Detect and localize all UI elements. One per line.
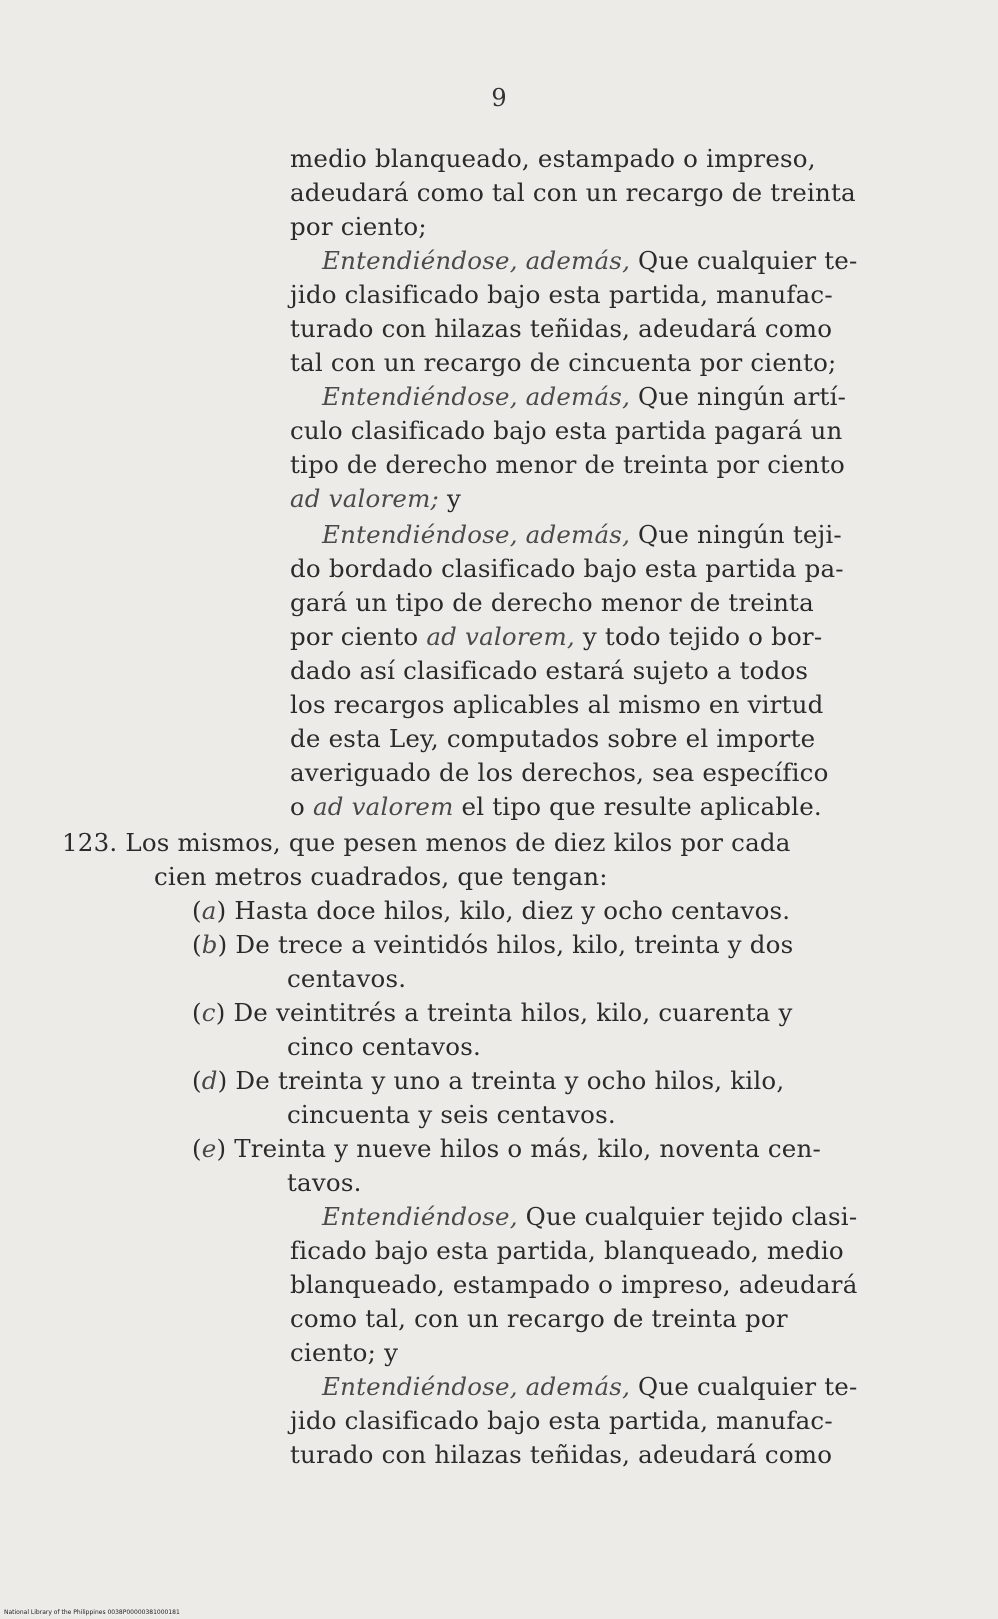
subitem-e: (e) Treinta y nueve hilos o más, kilo, noventa cen- (192, 1134, 821, 1163)
text-line: culo clasificado bajo esta partida pagará un (290, 416, 843, 445)
text-line: Entendiéndose, Que cualquier tejido clasi- (322, 1202, 858, 1231)
italic-phrase: ad valorem (312, 792, 454, 821)
text-line: jido clasificado bajo esta partida, manufac- (290, 280, 833, 309)
item-number: 123. (62, 828, 118, 857)
text-line: como tal, con un recargo de treinta por (290, 1304, 788, 1333)
text-line: ad valorem; y (290, 484, 462, 513)
italic-phrase: Entendiéndose, (322, 1202, 518, 1231)
subitem-b: (b) De trece a veintidós hilos, kilo, treinta y dos (192, 930, 794, 959)
text-line: por ciento ad valorem, y todo tejido o bor- (290, 622, 823, 651)
item-123-second-line: cien metros cuadrados, que tengan: (154, 862, 608, 891)
subitem-d-continuation: cincuenta y seis centavos. (287, 1100, 616, 1129)
item-123-first-line: 123. Los mismos, que pesen menos de diez kilos por cada (62, 828, 791, 857)
text-line: adeudará como tal con un recargo de treinta (290, 178, 856, 207)
text-line: de esta Ley, computados sobre el importe (290, 724, 816, 753)
text-line: por ciento; (290, 212, 427, 241)
text-line: dado así clasificado estará sujeto a todos (290, 656, 809, 685)
text-line: o ad valorem el tipo que resulte aplicable. (290, 792, 822, 821)
text-line: blanqueado, estampado o impreso, adeudará (290, 1270, 858, 1299)
text-line: gará un tipo de derecho menor de treinta (290, 588, 814, 617)
text-line: ciento; y (290, 1338, 399, 1367)
italic-phrase: ad valorem, (426, 622, 575, 651)
italic-phrase: Entendiéndose, además, (322, 246, 631, 275)
italic-phrase: ad valorem; (290, 484, 440, 513)
subitem-a: (a) Hasta doce hilos, kilo, diez y ocho centavos. (192, 896, 791, 925)
text-line: Entendiéndose, además, Que ningún artí- (322, 382, 847, 411)
text-line: do bordado clasificado bajo esta partida pa- (290, 554, 844, 583)
italic-phrase: Entendiéndose, además, (322, 520, 631, 549)
subitem-d: (d) De treinta y uno a treinta y ocho hilos, kilo, (192, 1066, 785, 1095)
text-line: ficado bajo esta partida, blanqueado, medio (290, 1236, 844, 1265)
text-line: Entendiéndose, además, Que cualquier te- (322, 246, 858, 275)
text-line: averiguado de los derechos, sea específico (290, 758, 829, 787)
text-line: tipo de derecho menor de treinta por ciento (290, 450, 845, 479)
italic-phrase: Entendiéndose, además, (322, 1372, 631, 1401)
italic-phrase: Entendiéndose, además, (322, 382, 631, 411)
text-line: medio blanqueado, estampado o impreso, (290, 144, 816, 173)
subitem-c-continuation: cinco centavos. (287, 1032, 481, 1061)
text-line: tal con un recargo de cincuenta por ciento; (290, 348, 837, 377)
subitem-c: (c) De veintitrés a treinta hilos, kilo, cuarenta y (192, 998, 793, 1027)
subitem-e-continuation: tavos. (287, 1168, 362, 1197)
text-line: jido clasificado bajo esta partida, manufac- (290, 1406, 833, 1435)
text-line: turado con hilazas teñidas, adeudará como (290, 1440, 833, 1469)
subitem-b-continuation: centavos. (287, 964, 407, 993)
text-line: Entendiéndose, además, Que ningún teji- (322, 520, 842, 549)
page-number: 9 (491, 84, 507, 112)
text-line: Entendiéndose, además, Que cualquier te- (322, 1372, 858, 1401)
footer-credit: National Library of the Philippines 0038P00000381000181 (4, 1609, 180, 1616)
text-line: turado con hilazas teñidas, adeudará como (290, 314, 833, 343)
text-line: los recargos aplicables al mismo en virtud (290, 690, 824, 719)
